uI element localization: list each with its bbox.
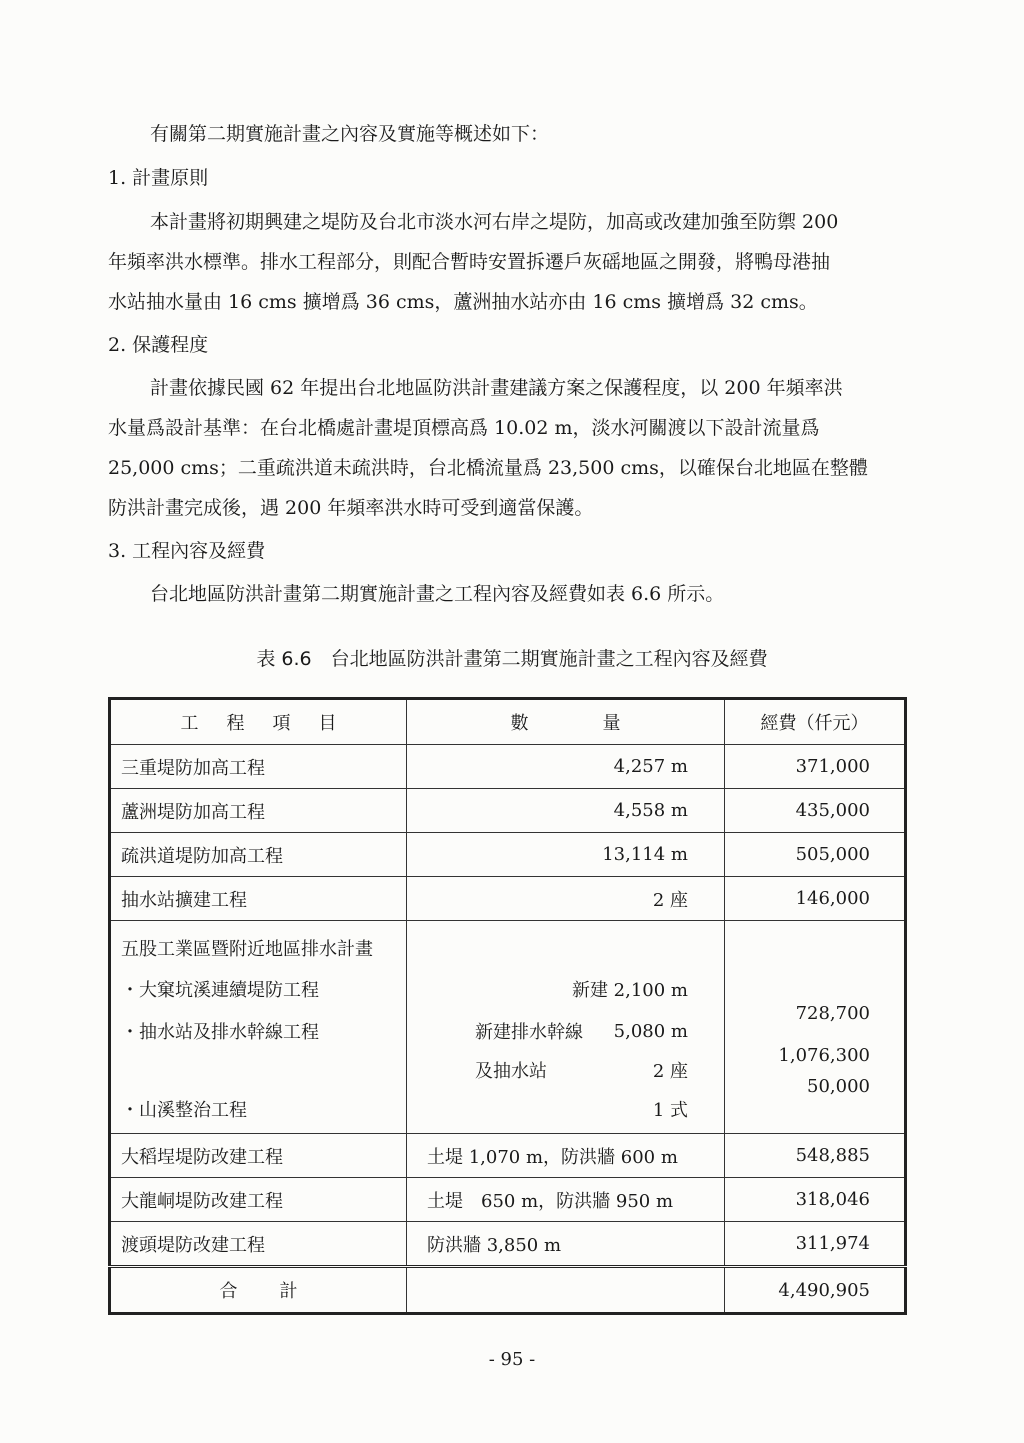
wugu-spacer — [735, 952, 870, 992]
row-quantity: 土堤 650 m，防洪牆 950 m — [407, 1178, 725, 1222]
wugu-sub-cost-2b: 50,000 — [807, 1076, 870, 1097]
wugu-sub-quantity-3: 1 式 — [652, 1100, 688, 1121]
wugu-sub-quantity-2a — [417, 1010, 688, 1052]
row-cost: 318,046 — [725, 1178, 906, 1222]
wugu-sub-cost-2a: 1,076,300 — [778, 1044, 870, 1066]
wugu-sub-item-2: ・抽水站及排水幹線工程 — [121, 1022, 319, 1043]
section-2-line-1: 計畫依據民國 62 年提出台北地區防洪計畫建議方案之保護程度，以 200 年頻率洪 — [150, 377, 843, 399]
section-2-line-3: 25,000 cms；二重疏洪道未疏洪時，台北橋流量爲 23,500 cms，以確保台北地區在整體 — [108, 457, 868, 479]
wugu-q2a-label: 新建排水幹線 — [475, 1022, 583, 1043]
table-caption: 表 6.6 台北地區防洪計畫第二期實施計畫之工程內容及經費 — [256, 648, 768, 670]
header-quantity — [407, 699, 725, 745]
total-label-char: 合 — [219, 1281, 238, 1302]
row-cost: 548,885 — [725, 1134, 906, 1178]
row-item: 渡頭堤防改建工程 — [110, 1222, 407, 1267]
wugu-q2b-value: 2 座 — [652, 1061, 688, 1082]
wugu-sub-item-3: ・山溪整治工程 — [121, 1100, 247, 1121]
total-quantity — [407, 1267, 725, 1314]
header-item-char: 工 — [180, 713, 199, 734]
row-item: 抽水站擴建工程 — [110, 877, 407, 921]
section-2-line-4: 防洪計畫完成後，遇 200 年頻率洪水時可受到適當保護。 — [108, 497, 594, 519]
header-item — [110, 699, 407, 745]
row-quantity: 4,558 m — [407, 789, 725, 833]
row-quantity: 防洪牆 3,850 m — [407, 1222, 725, 1267]
header-item-char: 項 — [272, 713, 291, 734]
wugu-costs — [725, 921, 906, 1134]
header-quantity-char: 數 — [510, 713, 529, 734]
table-row — [110, 1134, 906, 1178]
intro-paragraph: 有關第二期實施計畫之內容及實施等概述如下： — [150, 123, 550, 145]
row-quantity: 2 座 — [407, 877, 725, 921]
row-cost: 311,974 — [725, 1222, 906, 1267]
wugu-spacer — [121, 1052, 396, 1088]
cost-table — [108, 697, 907, 1315]
section-2-line-2: 水量爲設計基準：在台北橋處計畫堤頂標高爲 10.02 m，淡水河關渡以下設計流量爲 — [108, 417, 820, 439]
table-row — [110, 789, 906, 833]
wugu-sub-cost-1: 728,700 — [795, 1002, 870, 1024]
row-cost: 371,000 — [725, 745, 906, 789]
total-cost: 4,490,905 — [725, 1267, 906, 1314]
section-3-line-1: 台北地區防洪計畫第二期實施計畫之工程內容及經費如表 6.6 所示。 — [150, 583, 725, 605]
wugu-title: 五股工業區暨附近地區排水計畫 — [121, 939, 373, 960]
header-cost: 經費（仟元） — [725, 699, 906, 745]
row-cost: 505,000 — [725, 833, 906, 877]
wugu-sub-item-1: ・大窠坑溪連續堤防工程 — [121, 980, 319, 1001]
row-quantity: 4,257 m — [407, 745, 725, 789]
wugu-items — [110, 921, 407, 1134]
wugu-q2a-value: 5,080 m — [613, 1020, 688, 1042]
table-row — [110, 833, 906, 877]
row-quantity: 13,114 m — [407, 833, 725, 877]
row-cost: 146,000 — [725, 877, 906, 921]
header-quantity-char: 量 — [602, 713, 621, 734]
section-heading-3: 3. 工程內容及經費 — [108, 540, 266, 562]
table-row — [110, 1222, 906, 1267]
row-item: 大稻埕堤防改建工程 — [110, 1134, 407, 1178]
header-item-char: 程 — [226, 713, 245, 734]
section-heading-2: 2. 保護程度 — [108, 334, 209, 356]
wugu-quantities — [407, 921, 725, 1134]
header-item-char: 目 — [318, 713, 337, 734]
table-row — [110, 745, 906, 789]
section-heading-1: 1. 計畫原則 — [108, 167, 209, 189]
section-1-line-3: 水站抽水量由 16 cms 擴增爲 36 cms，蘆洲抽水站亦由 16 cms 擴增爲 32 cms。 — [108, 291, 818, 313]
row-item: 三重堤防加高工程 — [110, 745, 407, 789]
wugu-q2b-label: 及抽水站 — [475, 1061, 547, 1082]
page-number: - 95 - — [488, 1349, 536, 1370]
total-label-char: 計 — [279, 1281, 298, 1302]
row-quantity: 土堤 1,070 m，防洪牆 600 m — [407, 1134, 725, 1178]
row-item: 大龍峒堤防改建工程 — [110, 1178, 407, 1222]
row-cost: 435,000 — [725, 789, 906, 833]
table-row — [110, 1178, 906, 1222]
row-item: 蘆洲堤防加高工程 — [110, 789, 407, 833]
section-1-line-1: 本計畫將初期興建之堤防及台北市淡水河右岸之堤防，加高或改建加強至防禦 200 — [150, 211, 839, 233]
wugu-spacer — [417, 928, 688, 968]
wugu-sub-quantity-1: 新建 2,100 m — [571, 980, 688, 1001]
table-row-wugu — [110, 921, 906, 1134]
total-label — [110, 1267, 407, 1314]
table-header-row — [110, 699, 906, 745]
section-1-line-2: 年頻率洪水標準。排水工程部分，則配合暫時安置拆遷戶灰磘地區之開發，將鴨母港抽 — [108, 251, 831, 273]
row-item: 疏洪道堤防加高工程 — [110, 833, 407, 877]
table-total-row — [110, 1267, 906, 1314]
wugu-sub-quantity-2b — [417, 1052, 688, 1088]
table-row — [110, 877, 906, 921]
